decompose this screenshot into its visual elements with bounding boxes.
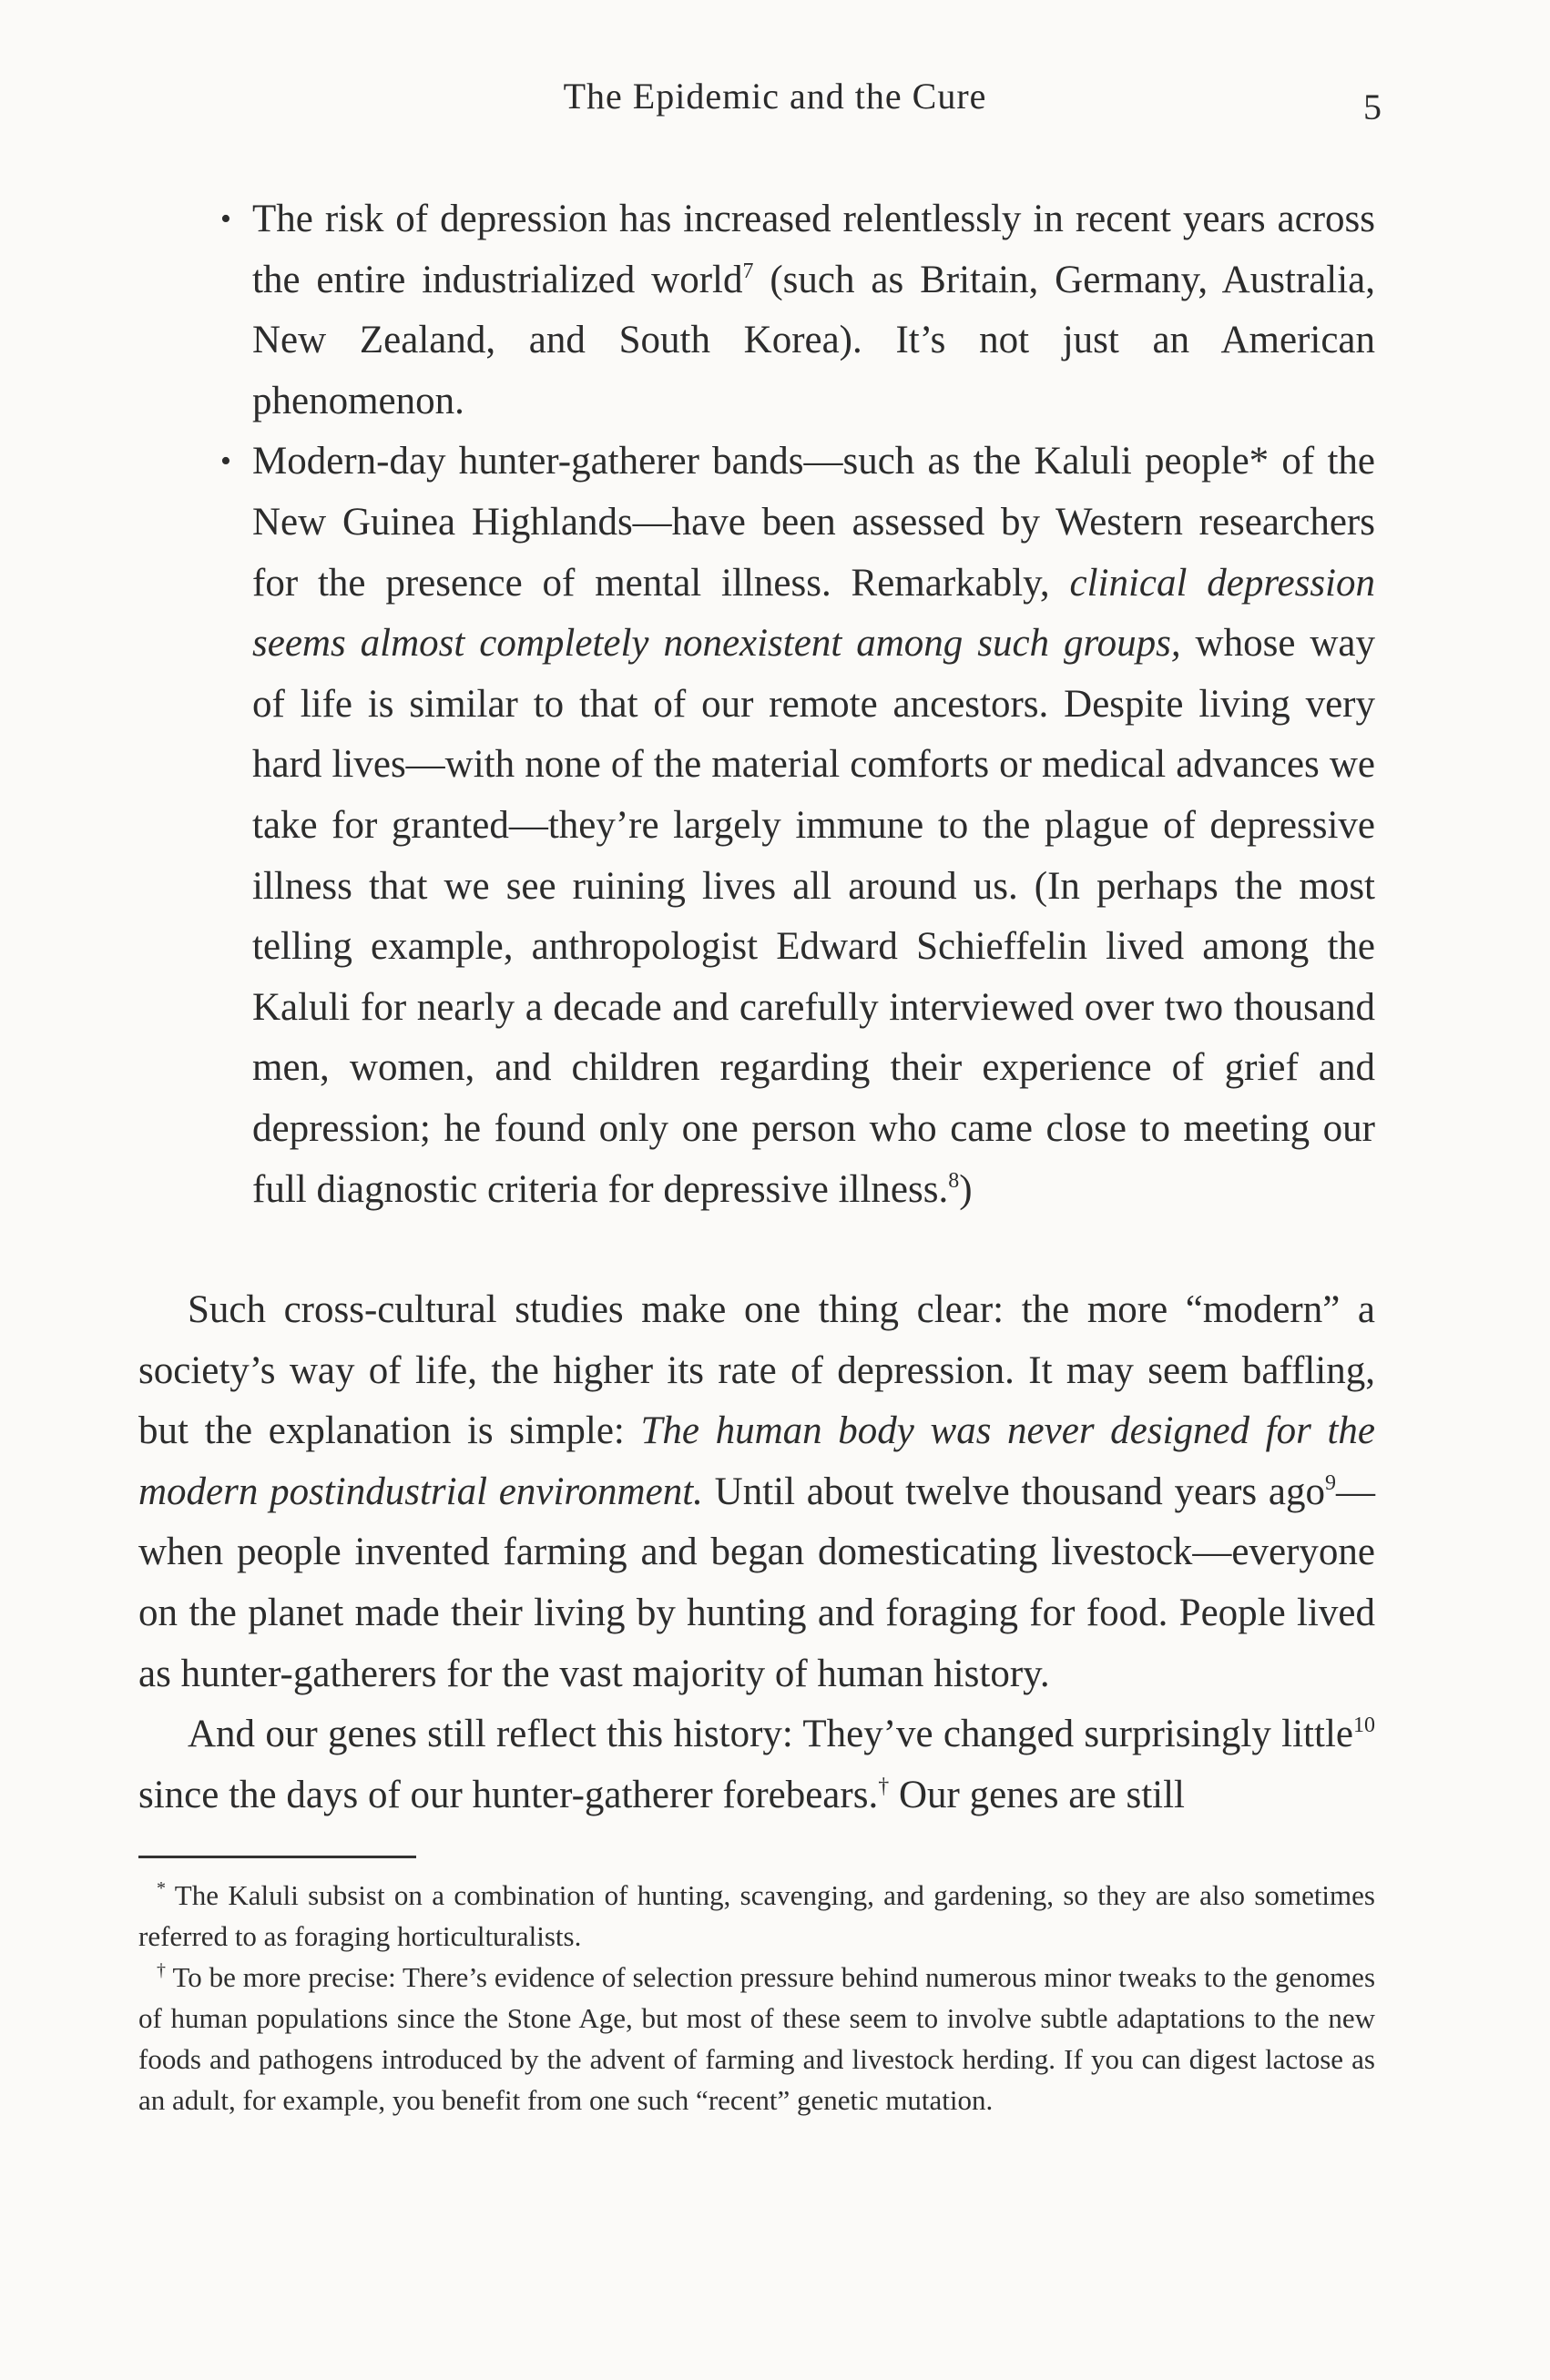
body-paragraph — [138, 1704, 1375, 1826]
bullet-icon: • — [220, 444, 231, 479]
bullet-text: The risk of depression has increased relentlessly in recent years across the entire industrialized world — [252, 198, 1375, 301]
italic-emphasis: clinical depression seems almost completely nonexistent among such groups, — [252, 561, 1375, 666]
bullet-text-continued: whose way of life is similar to that of our remote ancestors. Despite living very hard lives—with none of the material comforts or medical advances we take for granted—they’re largely immune to the plague of depressive illness that we see ruining lives all around us. (In perhaps the most telling example, anthropologist Edward Schieffelin lived among the Kaluli for nearly a decade and carefully interviewed over two thousand men, women, and children regarding their experience of grief and depression; he found only one person who came close to meeting our full diagnostic criteria for depressive illness. — [252, 622, 1375, 1211]
bullet-text: Modern-day hunter-gatherer bands—such as the Kaluli people — [252, 440, 1249, 483]
footnote-divider — [138, 1856, 416, 1858]
footnote — [138, 1957, 1375, 2121]
list-item — [138, 432, 1375, 1220]
closing-paren: ) — [959, 1167, 973, 1211]
paragraph-text: Such cross-cultural studies make one thing clear: the more “modern” a society’s way of life, the higher its rate of depression. It may seem baffling, but the explanation is simple: — [138, 1288, 1375, 1453]
section-gap — [138, 1220, 1375, 1280]
body-paragraph — [138, 1280, 1375, 1704]
italic-emphasis: The human body was never designed for the modern postindustrial environment. — [138, 1409, 1375, 1513]
paragraph-text: And our genes still reflect this history: They’ve changed surprisingly little — [188, 1713, 1353, 1756]
bullet-list — [138, 189, 1375, 1220]
endnote-ref: 8 — [948, 1168, 960, 1193]
paragraph-text-continued: since the days of our hunter-gatherer forebears. — [138, 1773, 879, 1816]
main-text — [138, 189, 1375, 1826]
bullet-icon: • — [220, 202, 231, 236]
list-item — [138, 189, 1375, 432]
footnote-mark: † — [157, 1960, 167, 1980]
footnote-text: To be more precise: There’s evidence of selection pressure behind numerous minor tweaks to the genomes of human populations since the Stone Age, but most of these seem to involve subtle adaptations to the new foods and pathogens introduced by the advent of farming and livestock herding. If you can digest lactose as an adult, for example, you benefit from one such “recent” genetic mutation. — [138, 1961, 1376, 2116]
footnotes — [138, 1875, 1375, 2121]
bullet-text-continued: of the New Guinea Highlands—have been assessed by Western researchers for the presence of mental illness. Remarkably, — [252, 440, 1375, 605]
endnote-ref: 9 — [1325, 1470, 1337, 1495]
page-number: 5 — [1363, 86, 1382, 127]
footnote-mark: * — [157, 1878, 166, 1898]
footnote-text: The Kaluli subsist on a combination of hunting, scavenging, and gardening, so they are also sometimes referred to as foraging horticulturalists. — [138, 1879, 1375, 1952]
endnote-ref: 10 — [1353, 1714, 1375, 1738]
paragraph-text-continued: Our genes are still — [889, 1773, 1185, 1816]
bullet-text-continued: (such as Britain, Germany, Australia, New Zealand, and South Korea). It’s not just an American phenomenon. — [252, 258, 1376, 422]
footnote — [138, 1875, 1375, 1957]
footnote-ref-dagger: † — [878, 1774, 890, 1798]
running-head: The Epidemic and the Cure — [563, 76, 987, 117]
endnote-ref: 7 — [742, 259, 754, 283]
paragraph-text-continued: Until about twelve thousand years ago — [702, 1470, 1326, 1513]
paragraph-text-continued: —when people invented farming and began domesticating livestock—everyone on the planet made their living by hunting and foraging for food. People lived as hunter-gatherers for the vast majority of human history. — [138, 1470, 1376, 1695]
footnote-ref-star: * — [1249, 440, 1270, 483]
